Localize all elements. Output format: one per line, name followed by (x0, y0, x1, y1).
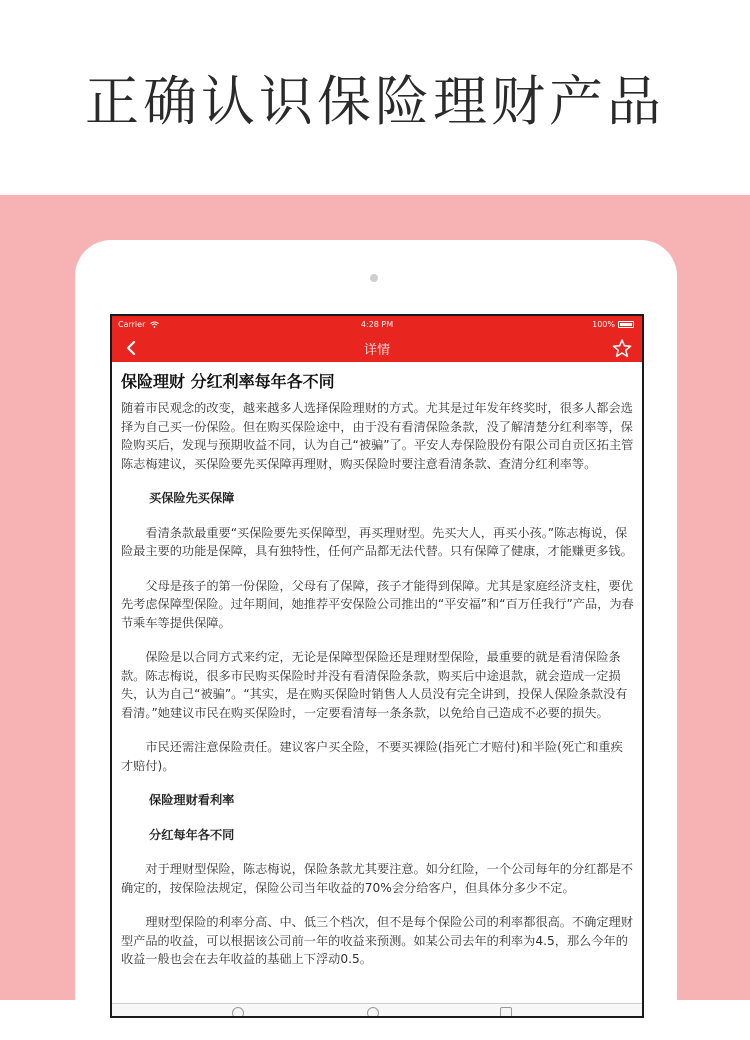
nav-bar (112, 334, 642, 362)
article-title: 保险理财 分红利率每年各不同 (121, 372, 335, 391)
status-time: 4:28 PM (360, 320, 394, 329)
section-heading: 保险理财看利率 (149, 793, 235, 807)
article-paragraph: 看清条款最重要“买保险要先买保障型，再买理财型。先买大人，再买小孩。”陈志梅说，保险最主要的功能是保障，具有独特性，任何产品都无法代替。只有保障了健康，才能赚更多钱。 (121, 525, 633, 558)
section-heading: 买保险先买保障 (149, 491, 235, 505)
share-icon[interactable] (500, 1007, 512, 1018)
article-paragraph: 保险是以合同方式来约定，无论是保障型保险还是理财型保险，最重要的就是看清保险条款。陈志梅说，很多市民购买保险时并没有看清保险条款，购买后中途退款，就会造成一定损失，认为自己“被骗”。“其实，是在购买保险时销售人人员没有完全讲到，投保人保险条款没有看清。”她建议市民在购买保险时，一定要看清每一条条款，以免给自己造成不必要的损失。 (121, 650, 628, 720)
article-paragraph: 理财型保险的利率分高、中、低三个档次，但不是每个保险公司的利率都很高。不确定理财型产品的收益，可以根据该公司前一年的收益来预测。如某公司去年的利率为4.5，那么今年的收益一般也会在去年收益的基础上下浮动0.5。 (121, 915, 633, 966)
app-screen (110, 314, 644, 1018)
favorite-button[interactable] (610, 337, 634, 359)
article-paragraph: 随着市民观念的改变，越来越多人选择保险理财的方式。尤其是过年发年终奖时，很多人都会选择为自己买一份保险。但在购买保险途中，由于没有看清保险条款，没了解清楚分红利率等，保险购买后，发现与预期收益不同，认为自己“被骗”了。平安人寿保险股份有限公司自贡区拓主管陈志梅建议，买保险要先买保障再理财，购买保险时要注意看清条款、查清分红利率等。 (121, 401, 634, 471)
article-body (112, 362, 642, 969)
back-button[interactable] (120, 337, 142, 359)
comment-icon[interactable] (367, 1007, 379, 1018)
banner-title: 正确认识保险理财产品 (85, 70, 665, 133)
carrier-text: Carrier (118, 320, 146, 329)
battery-indicator (592, 320, 634, 329)
battery-icon (618, 321, 634, 328)
camera-dot (370, 274, 378, 282)
article-paragraph: 市民还需注意保险责任。建议客户买全险，不要买裸险(指死亡才赔付)和半险(死亡和重疾才赔付)。 (121, 740, 623, 773)
section-heading: 分红每年各不同 (149, 827, 235, 842)
article-paragraph: 父母是孩子的第一份保险，父母有了保障，孩子才能得到保障。尤其是家庭经济支柱，要优先考虑保障型保险。过年期间，她推荐平安保险公司推出的“平安福”和“百万任我行”产品，为春节乘车等提供保障。 (121, 578, 634, 630)
status-bar (112, 316, 642, 334)
star-outline-icon (612, 339, 632, 358)
heart-icon[interactable] (232, 1007, 244, 1018)
bottom-toolbar (112, 1003, 642, 1016)
article-paragraph: 对于理财型保险，陈志梅说，保险条款尤其要注意。如分红险，一个公司每年的分红都是不确定的，按保险法规定，保险公司当年收益的70%会分给客户，但具体分多少不定。 (121, 862, 633, 895)
chevron-left-icon (125, 340, 137, 356)
battery-percent: 100% (592, 320, 615, 329)
tablet-frame (75, 240, 677, 1040)
nav-title: 详情 (363, 342, 390, 358)
